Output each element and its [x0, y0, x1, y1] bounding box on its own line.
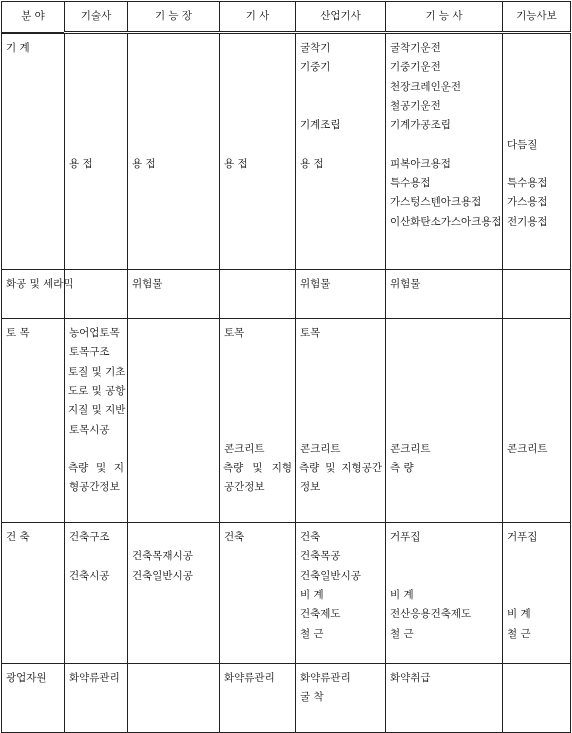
- cell-saneop: [296, 33, 386, 270]
- cell-text: 측량 및 지형: [223, 462, 292, 475]
- cell-text: 철 근: [390, 627, 414, 640]
- cell-text: 토질 및 기초: [68, 365, 126, 378]
- cell-text: 위험물: [132, 278, 163, 290]
- cell-field: [2, 523, 65, 664]
- cell-gisulsa: [65, 319, 128, 523]
- cell-text: 콘크리트: [507, 442, 548, 455]
- cell-gisa: [220, 270, 296, 319]
- cell-text: 정보: [300, 481, 321, 494]
- cell-gisa: [220, 664, 296, 733]
- cell-text: 용 접: [224, 157, 248, 170]
- cell-text: 측량 및 지형공간: [299, 462, 382, 475]
- cell-gineungjang: [128, 33, 220, 270]
- cell-text: 용 접: [300, 157, 324, 170]
- header-gineungjang: 기 능 장: [128, 2, 220, 33]
- cell-text: 공간정보: [224, 481, 265, 494]
- header-saneop-gisa: 산업기사: [296, 2, 386, 33]
- cell-gineungsabo: [503, 523, 571, 664]
- cell-gisulsa: [65, 33, 128, 270]
- qualification-table: [1, 1, 571, 733]
- cell-text: 위험물: [300, 278, 331, 290]
- cell-text: 토목구조: [69, 346, 110, 359]
- cell-saneop: [296, 319, 386, 523]
- cell-text: 비 계: [390, 588, 414, 601]
- cell-gineungjang: [128, 270, 220, 319]
- header-row: [2, 2, 571, 33]
- cell-text: 건축: [300, 531, 321, 543]
- cell-text: 용 접: [69, 157, 93, 170]
- cell-text: 철 근: [507, 627, 531, 640]
- cell-saneop: [296, 270, 386, 319]
- cell-text: 전기용접: [507, 215, 548, 228]
- cell-text: 화약류관리: [224, 672, 275, 684]
- cell-text: 토목: [300, 327, 321, 339]
- cell-gineungsabo: [503, 664, 571, 733]
- cell-text: 건 축: [6, 531, 30, 543]
- table-row: [2, 523, 571, 664]
- cell-text: 토목시공: [69, 423, 110, 436]
- cell-field: [2, 319, 65, 523]
- cell-field: [2, 33, 65, 270]
- cell-gineungsabo: [503, 319, 571, 523]
- cell-text: 측 량: [390, 462, 414, 475]
- cell-text: 건축시공: [69, 569, 110, 582]
- cell-gisa: [220, 319, 296, 523]
- cell-text: 거푸집: [507, 531, 538, 543]
- cell-text: 건축목공: [300, 550, 341, 563]
- cell-gineungsabo: [503, 270, 571, 319]
- cell-text: 화약류관리: [300, 672, 351, 684]
- cell-text: 건축구조: [69, 531, 110, 543]
- cell-saneop: [296, 664, 386, 733]
- cell-gineungsa: [386, 270, 503, 319]
- table-row: [2, 33, 571, 270]
- table-row: [2, 270, 571, 319]
- cell-text: 기계가공조립: [390, 119, 451, 132]
- header-gisulsa: 기술사: [65, 2, 128, 33]
- cell-text: 콘크리트: [390, 442, 431, 455]
- cell-text: 다듬질: [507, 138, 538, 151]
- cell-text: 형공간정보: [69, 481, 120, 494]
- header-gineungsa: 기 능 사: [386, 2, 503, 33]
- cell-gineungjang: [128, 523, 220, 664]
- cell-text: 전산응용건축제도: [390, 608, 472, 621]
- cell-text: 기 계: [6, 41, 30, 54]
- header-gisa: 기 사: [220, 2, 296, 33]
- cell-gisa: [220, 33, 296, 270]
- cell-text: 천장크레인운전: [390, 80, 462, 93]
- cell-text: 비 계: [300, 588, 324, 601]
- cell-text: 건축: [224, 531, 245, 543]
- cell-text: 용 접: [132, 157, 156, 170]
- cell-text: 화공 및 세라믹: [6, 278, 74, 290]
- cell-text: 철 근: [300, 627, 324, 640]
- cell-gineungsa: [386, 523, 503, 664]
- cell-gisulsa: [65, 523, 128, 664]
- cell-gineungsa: [386, 319, 503, 523]
- cell-text: 가스텅스텐아크용접: [390, 196, 482, 209]
- cell-text: 기계조립: [300, 119, 341, 132]
- cell-field: [2, 664, 65, 733]
- cell-text: 화약취급: [390, 672, 431, 684]
- cell-text: 토 목: [6, 327, 30, 339]
- cell-text: 건축일반시공: [300, 569, 361, 582]
- cell-text: 거푸집: [390, 531, 421, 543]
- cell-text: 비 계: [507, 608, 531, 621]
- cell-text: 굴착기운전: [390, 42, 441, 54]
- cell-text: 특수용접: [507, 177, 548, 190]
- cell-text: 건축일반시공: [132, 569, 193, 582]
- cell-gineungjang: [128, 664, 220, 733]
- cell-text: 지질 및 지반: [68, 404, 126, 417]
- cell-text: 기중기: [300, 61, 331, 74]
- cell-text: 이산화탄소가스아크용접: [390, 215, 502, 228]
- cell-text: 가스용접: [507, 196, 548, 209]
- cell-gineungsa: [386, 33, 503, 270]
- cell-text: 콘크리트: [224, 442, 265, 455]
- cell-gisa: [220, 523, 296, 664]
- cell-text: 화약류관리: [69, 672, 120, 684]
- header-field: 분 야: [2, 2, 65, 33]
- cell-gisulsa: [65, 664, 128, 733]
- cell-text: 위험물: [390, 278, 421, 290]
- table-row: [2, 664, 571, 733]
- cell-text: 콘크리트: [300, 442, 341, 455]
- cell-text: 건축제도: [300, 608, 341, 621]
- cell-text: 건축목재시공: [132, 550, 193, 563]
- header-gineungsabo: 기능사보: [503, 2, 571, 33]
- cell-text: 측량 및 지: [68, 462, 124, 475]
- cell-text: 도로 및 공항: [68, 384, 126, 397]
- cell-field: [2, 270, 74, 319]
- cell-text: 굴 착: [300, 691, 324, 704]
- cell-text: 굴착기: [300, 42, 331, 54]
- cell-text: 토목: [224, 327, 245, 339]
- cell-text: 특수용접: [390, 177, 431, 190]
- cell-gineungsa: [386, 664, 503, 733]
- table-row: [2, 319, 571, 523]
- cell-text: 철공기운전: [390, 99, 441, 112]
- cell-text: 피복아크용접: [390, 157, 451, 170]
- cell-gisulsa: [65, 270, 128, 319]
- cell-text: 기중기운전: [390, 61, 441, 74]
- cell-gineungjang: [128, 319, 220, 523]
- cell-text: 농어업토목: [69, 327, 120, 339]
- cell-text: 광업자원: [6, 672, 47, 684]
- cell-gineungsabo: [503, 33, 571, 270]
- cell-saneop: [296, 523, 386, 664]
